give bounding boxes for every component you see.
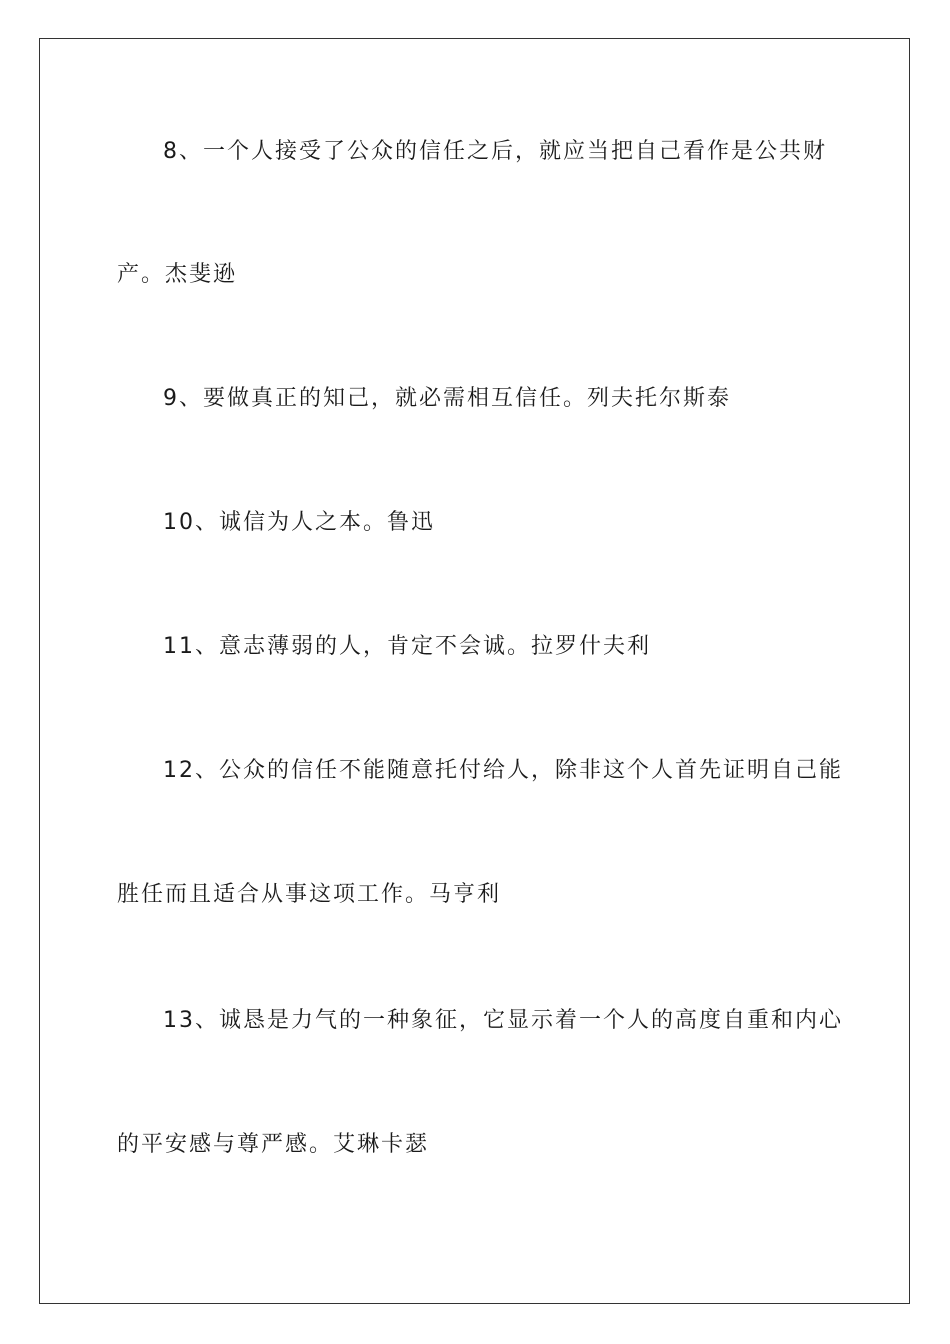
quote-9: 9、要做真正的知己，就必需相互信任。列夫托尔斯泰 xyxy=(163,386,731,411)
quote-12-line-2: 胜任而且适合从事这项工作。马亨利 xyxy=(117,882,502,907)
quote-8-line-2: 产。杰斐逊 xyxy=(117,262,238,287)
quote-13-line-1: 13、诚恳是力气的一种象征，它显示着一个人的高度自重和内心 xyxy=(163,1008,843,1033)
page-frame xyxy=(39,38,910,1304)
quote-11: 11、意志薄弱的人，肯定不会诚。拉罗什夫利 xyxy=(163,634,651,659)
quote-13-line-2: 的平安感与尊严感。艾琳卡瑟 xyxy=(117,1132,430,1157)
quote-8-line-1: 8、一个人接受了公众的信任之后，就应当把自己看作是公共财 xyxy=(163,139,827,164)
quote-10: 10、诚信为人之本。鲁迅 xyxy=(163,510,435,535)
quote-12-line-1: 12、公众的信任不能随意托付给人，除非这个人首先证明自己能 xyxy=(163,758,843,783)
